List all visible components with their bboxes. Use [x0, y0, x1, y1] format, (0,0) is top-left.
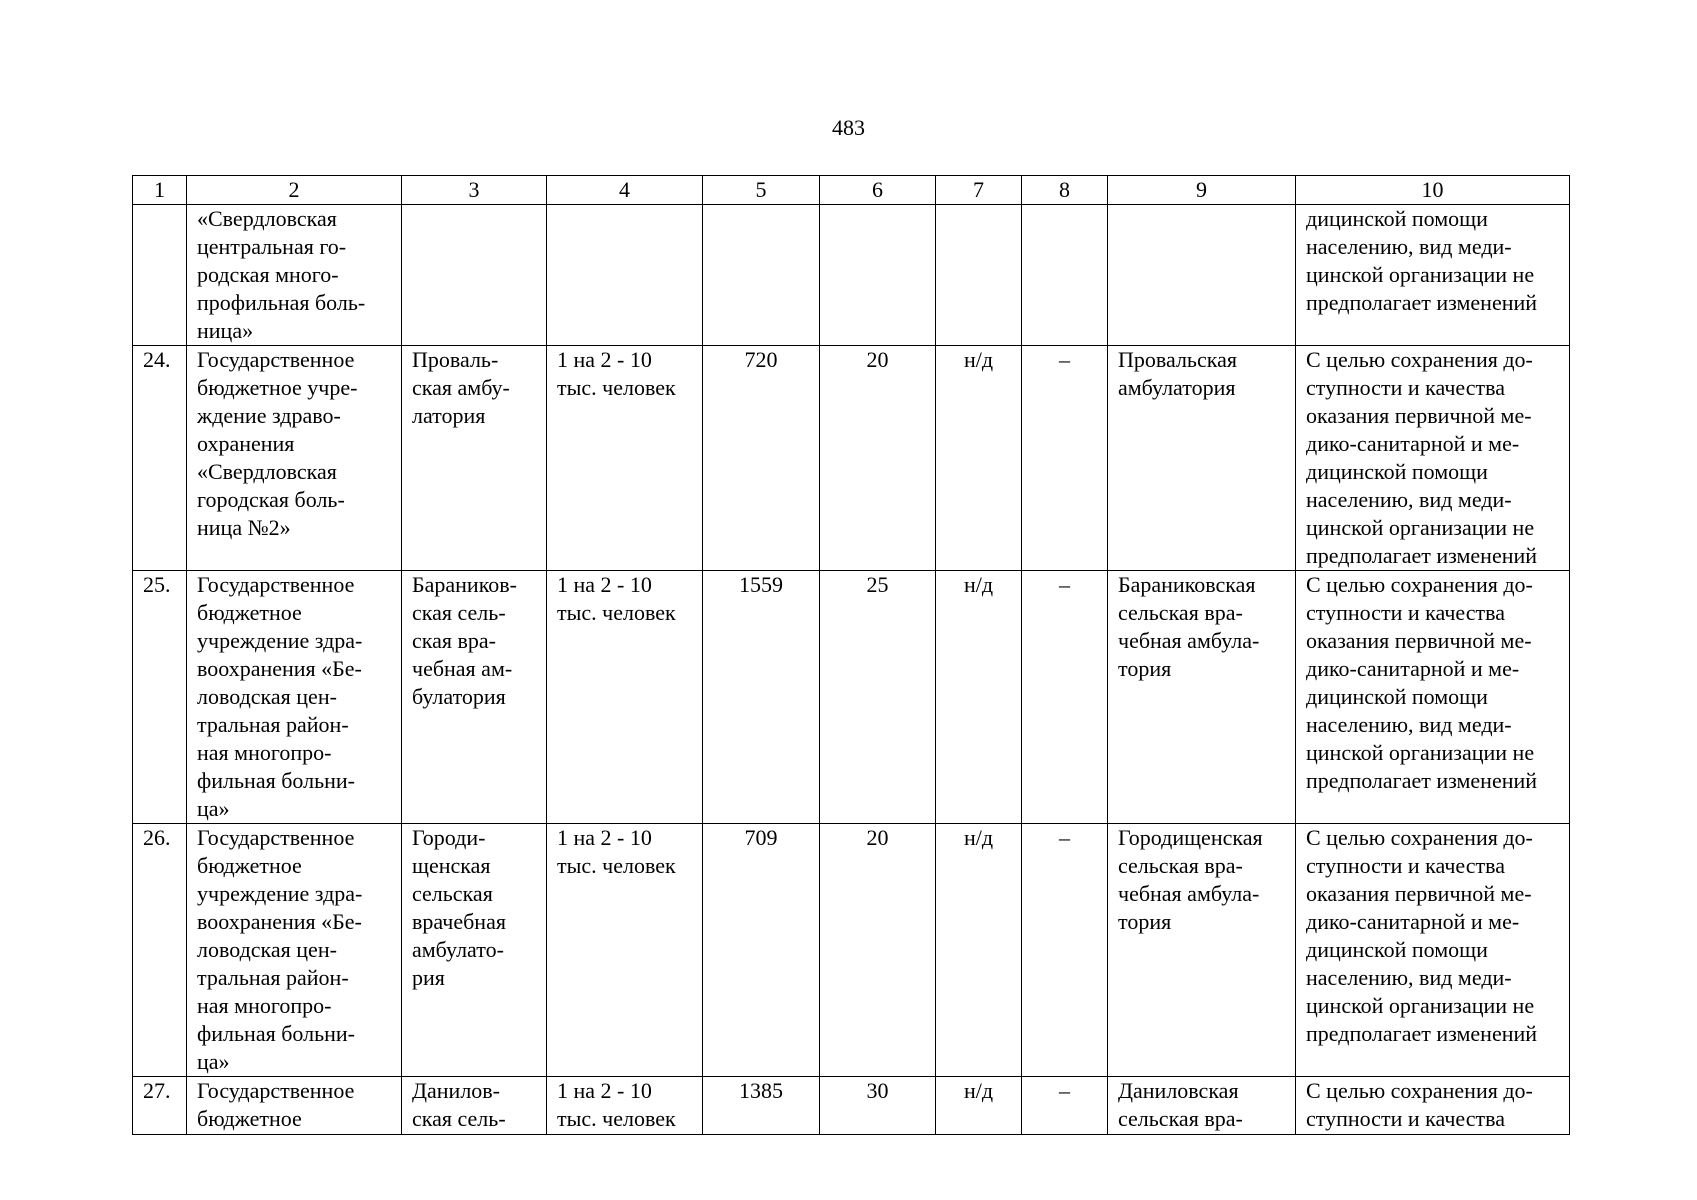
norm-cell [547, 205, 703, 346]
norm-cell: 1 на 2 - 10 тыс. человек [547, 1077, 703, 1135]
norm-cell: 1 на 2 - 10 тыс. человек [547, 824, 703, 1077]
row-number-cell: 26. [133, 824, 187, 1077]
population-cell: 720 [703, 346, 820, 571]
col7-cell: н/д [936, 1077, 1022, 1135]
header-cell: 4 [547, 176, 703, 205]
note-cell: С целью сохранения до- ступности и качества [1296, 1077, 1570, 1135]
new-name-cell: Городищенская сельская вра- чебная амбула- тория [1108, 824, 1296, 1077]
population-cell: 1559 [703, 571, 820, 824]
institution-cell: Государственное бюджетное учреждение здра- воохранения «Бе- ловодская цен- тральная район- ная многопро- фильная больни- ца» [187, 571, 402, 824]
new-name-cell: Бараниковская сельская вра- чебная амбула- тория [1108, 571, 1296, 824]
table-row [133, 205, 1570, 346]
new-name-cell: Провальская амбулатория [1108, 346, 1296, 571]
header-cell: 8 [1022, 176, 1108, 205]
institution-cell: Государственное бюджетное [187, 1077, 402, 1135]
population-cell: 1385 [703, 1077, 820, 1135]
header-cell: 1 [133, 176, 187, 205]
table-row [133, 824, 1570, 1077]
population-cell [703, 205, 820, 346]
table-row [133, 346, 1570, 571]
header-cell: 7 [936, 176, 1022, 205]
population-cell: 709 [703, 824, 820, 1077]
staff-cell: 25 [820, 571, 936, 824]
col8-cell: – [1022, 571, 1108, 824]
col7-cell: н/д [936, 824, 1022, 1077]
header-cell: 3 [402, 176, 547, 205]
institution-cell: Государственное бюджетное учре- ждение здраво- охранения «Свердловская городская боль- ница №2» [187, 346, 402, 571]
header-cell: 2 [187, 176, 402, 205]
norm-cell: 1 на 2 - 10 тыс. человек [547, 346, 703, 571]
header-cell: 9 [1108, 176, 1296, 205]
table-header-row [133, 176, 1570, 205]
row-number-cell: 25. [133, 571, 187, 824]
page-number: 483 [832, 115, 865, 140]
institution-cell: «Свердловская центральная го- родская много- профильная боль- ница» [187, 205, 402, 346]
unit-cell: Городи- щенская сельская врачебная амбулато- рия [402, 824, 547, 1077]
header-cell: 6 [820, 176, 936, 205]
row-number-cell: 27. [133, 1077, 187, 1135]
facility-table [132, 175, 1570, 1135]
unit-cell: Бараников- ская сель- ская вра- чебная ам- булатория [402, 571, 547, 824]
new-name-cell [1108, 205, 1296, 346]
header-cell: 10 [1296, 176, 1570, 205]
unit-cell: Проваль- ская амбу- латория [402, 346, 547, 571]
col8-cell: – [1022, 1077, 1108, 1135]
row-number-cell: 24. [133, 346, 187, 571]
new-name-cell: Даниловская сельская вра- [1108, 1077, 1296, 1135]
note-cell: С целью сохранения до- ступности и качества оказания первичной ме- дико-санитарной и ме- дицинской помощи населению, вид меди- цинской организации не предполагает изменений [1296, 571, 1570, 824]
norm-cell: 1 на 2 - 10 тыс. человек [547, 571, 703, 824]
staff-cell [820, 205, 936, 346]
note-cell: С целью сохранения до- ступности и качества оказания первичной ме- дико-санитарной и ме- дицинской помощи населению, вид меди- цинской организации не предполагает изменений [1296, 824, 1570, 1077]
row-number-cell [133, 205, 187, 346]
col7-cell: н/д [936, 571, 1022, 824]
unit-cell: Данилов- ская сель- [402, 1077, 547, 1135]
unit-cell [402, 205, 547, 346]
col8-cell: – [1022, 346, 1108, 571]
staff-cell: 30 [820, 1077, 936, 1135]
institution-cell: Государственное бюджетное учреждение здра- воохранения «Бе- ловодская цен- тральная район- ная многопро- фильная больни- ца» [187, 824, 402, 1077]
table-row [133, 1077, 1570, 1135]
note-cell: дицинской помощи населению, вид меди- цинской организации не предполагает изменений [1296, 205, 1570, 346]
staff-cell: 20 [820, 824, 936, 1077]
note-cell: С целью сохранения до- ступности и качества оказания первичной ме- дико-санитарной и ме- дицинской помощи населению, вид меди- цинской организации не предполагает изменений [1296, 346, 1570, 571]
table-row [133, 571, 1570, 824]
staff-cell: 20 [820, 346, 936, 571]
header-cell: 5 [703, 176, 820, 205]
col8-cell [1022, 205, 1108, 346]
col8-cell: – [1022, 824, 1108, 1077]
col7-cell [936, 205, 1022, 346]
col7-cell: н/д [936, 346, 1022, 571]
